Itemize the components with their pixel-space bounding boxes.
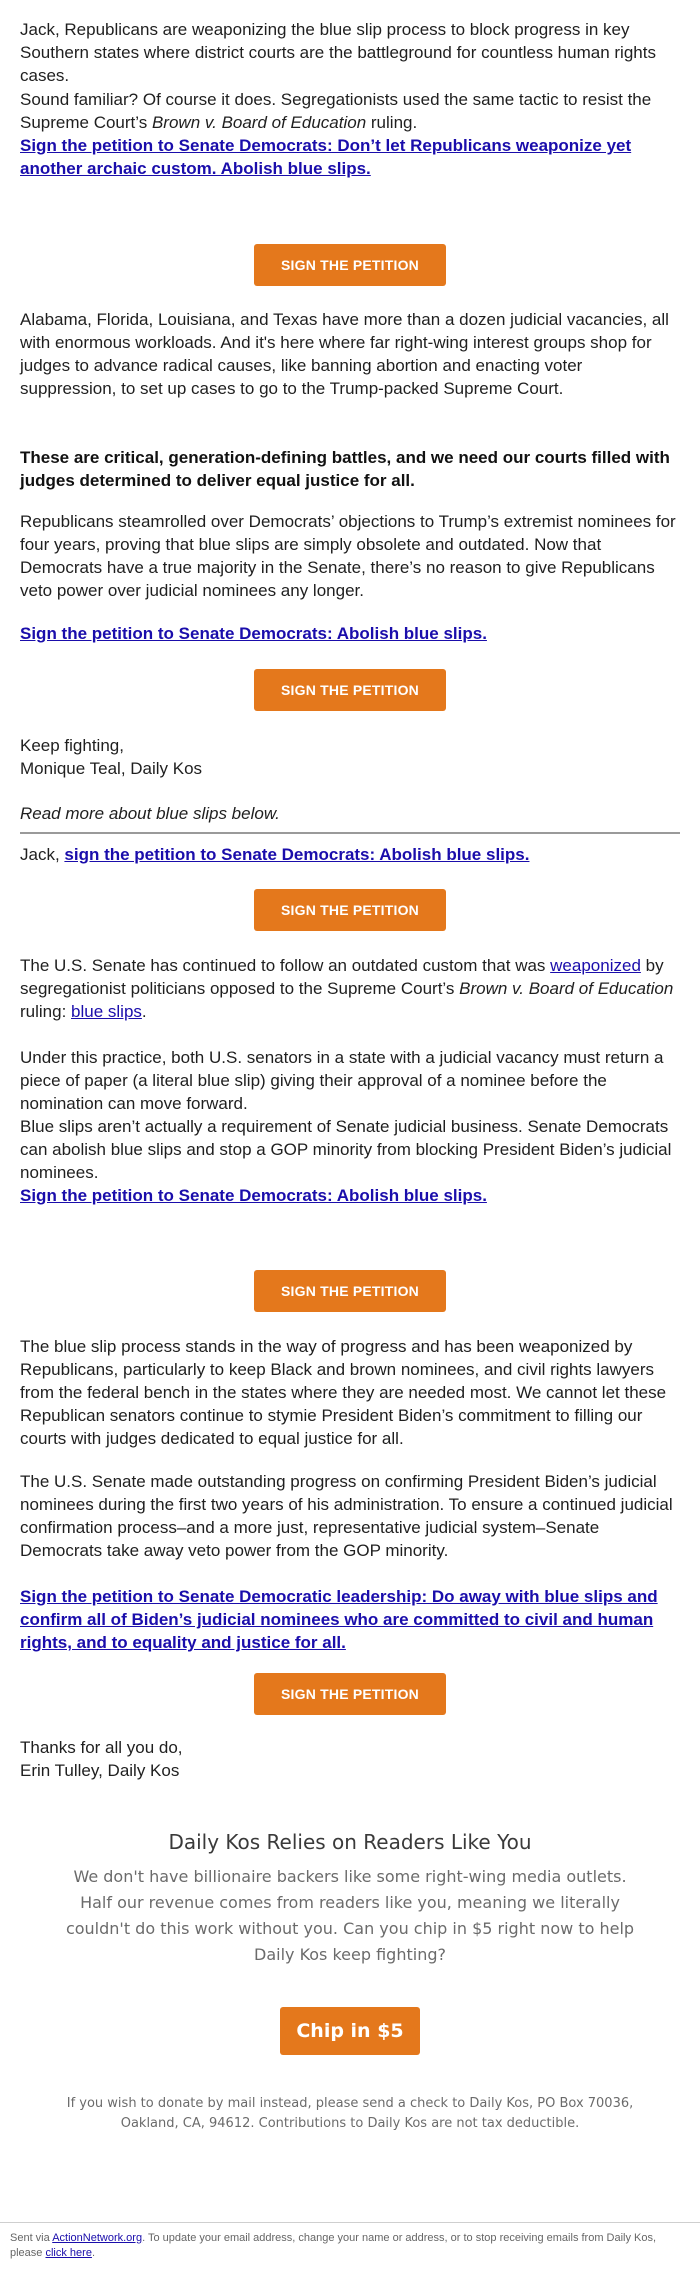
petition-link[interactable]: Sign the petition to Senate Democrats: Abolish blue slips. xyxy=(20,1186,487,1205)
text-span: The U.S. Senate has continued to follow an outdated custom that was xyxy=(20,956,551,975)
section-divider xyxy=(20,832,680,834)
signature-name: Erin Tulley, Daily Kos xyxy=(20,1761,180,1780)
petition-link[interactable]: sign the petition to Senate Democrats: Abolish blue slips. xyxy=(64,845,530,864)
intro-paragraph-2 xyxy=(20,88,680,134)
petition-link[interactable]: Sign the petition to Senate Democratic leadership: Do away with blue slips and confirm all of Biden’s judicial nominees who are committed to civil and human rights, and to equality and justice for all. xyxy=(20,1587,658,1652)
donation-heading: Daily Kos Relies on Readers Like You xyxy=(168,1830,532,1854)
mail-donation-note: If you wish to donate by mail instead, please send a check to Daily Kos, PO Box 70036, Oakland, CA, 94612. Contributions to Daily Kos are not tax deductible. xyxy=(66,2096,634,2131)
text-span: ruling. xyxy=(366,113,418,132)
signature-name: Monique Teal, Daily Kos xyxy=(20,759,203,778)
text-span: Sound familiar? Of course it does. Segregationists used the same tactic to resist the Supreme Court’s xyxy=(20,90,652,132)
blue-slips-link[interactable]: blue slips xyxy=(71,1002,142,1021)
read-more-text: Read more about blue slips below. xyxy=(20,804,280,823)
signature-line: Keep fighting, xyxy=(20,736,124,755)
intro-paragraph: Jack, Republicans are weaponizing the blue slip process to block progress in key Southern states where district courts are the battleground for countless human rights cases. xyxy=(20,20,656,85)
petition-link[interactable]: Sign the petition to Senate Democrats: Don’t let Republicans weaponize yet another archaic custom. Abolish blue slips. xyxy=(20,136,632,178)
sign-petition-button[interactable]: SIGN THE PETITION xyxy=(254,669,446,711)
case-name: Brown v. Board of Education xyxy=(459,979,674,998)
petition-link[interactable]: Sign the petition to Senate Democrats: Abolish blue slips. xyxy=(20,624,487,643)
weaponized-link[interactable]: weaponized xyxy=(550,956,641,975)
signature-line: Thanks for all you do, xyxy=(20,1738,183,1757)
greeting: Jack, xyxy=(20,845,65,864)
confirmation-paragraph: The U.S. Senate made outstanding progress on confirming President Biden’s judicial nominees during the first two years of his administration. To ensure a continued judicial confirmation process–and a more just, representative judicial system–Senate Democrats take away veto power from the GOP minority. xyxy=(20,1472,673,1560)
jack-link-paragraph xyxy=(20,843,680,866)
sign-petition-button[interactable]: SIGN THE PETITION xyxy=(254,1270,446,1312)
steamroll-paragraph: Republicans steamrolled over Democrats’ objections to Trump’s extremist nominees for four years, proving that blue slips are simply obsolete and outdated. Now that Democrats have a true majority in the Senate, there’s no reason to give Republicans veto power over judicial nominees any longer. xyxy=(20,512,676,600)
petition-link-paragraph xyxy=(20,622,680,645)
requirement-paragraph: Blue slips aren’t actually a requirement of Senate judicial business. Senate Democrats can abolish blue slips and stop a GOP minority from blocking President Biden’s judicial nominees. xyxy=(20,1117,672,1182)
petition-link-paragraph xyxy=(20,1184,680,1207)
donation-body-box xyxy=(60,1864,640,1968)
chip-in-row xyxy=(60,2007,640,2055)
text-span: . xyxy=(141,1002,147,1021)
unsubscribe-footer xyxy=(10,2231,690,2261)
senate-custom-paragraph xyxy=(20,954,680,1023)
text-span: . xyxy=(91,2247,96,2259)
sign-petition-button[interactable]: SIGN THE PETITION xyxy=(254,889,446,931)
petition-link-paragraph xyxy=(20,134,680,180)
donation-body: We don't have billionaire backers like some right-wing media outlets. Half our revenue comes from readers like you, meaning we literally couldn't do this work without you. Can you chip in $5 right now to help Daily Kos keep fighting? xyxy=(65,1867,635,1964)
text-span: by segregationist politicians opposed to the Supreme Court’s xyxy=(20,956,664,998)
text-span: . To update your email address, change your name or address, or to stop receiving emails from Daily Kos, please xyxy=(10,2232,657,2259)
practice-paragraph: Under this practice, both U.S. senators in a state with a judicial vacancy must return a piece of paper (a literal blue slip) giving their approval of a nominee before the nomination can move forward. xyxy=(20,1048,664,1113)
sign-petition-button[interactable]: SIGN THE PETITION xyxy=(254,244,446,286)
read-more-note xyxy=(20,802,680,825)
mail-donation-box xyxy=(60,2094,640,2134)
donation-heading-box xyxy=(60,1830,640,1854)
button-row xyxy=(20,244,680,286)
button-row xyxy=(20,1673,680,1715)
click-here-link[interactable]: click here xyxy=(45,2247,92,2259)
case-name: Brown v. Board of Education xyxy=(151,113,367,132)
sign-petition-button[interactable]: SIGN THE PETITION xyxy=(254,1673,446,1715)
text-span: Sent via xyxy=(10,2232,53,2244)
button-row xyxy=(20,889,680,931)
action-network-link[interactable]: ActionNetwork.org xyxy=(52,2232,143,2244)
footer-divider xyxy=(0,2222,700,2223)
button-row xyxy=(20,669,680,711)
button-row xyxy=(20,1270,680,1312)
chip-in-button[interactable]: Chip in $5 xyxy=(280,2007,420,2055)
text-span: ruling: xyxy=(20,1002,72,1021)
bold-callout: These are critical, generation-defining battles, and we need our courts filled with judges determined to deliver equal justice for all. xyxy=(20,448,670,490)
vacancies-paragraph: Alabama, Florida, Louisiana, and Texas have more than a dozen judicial vacancies, all with enormous workloads. And it's here where far right-wing interest groups shop for judges to advance radical causes, like banning abortion and enacting voter suppression, to set up cases to go to the Trump-packed Supreme Court. xyxy=(20,310,669,398)
progress-paragraph: The blue slip process stands in the way of progress and has been weaponized by Republicans, particularly to keep Black and brown nominees, and civil rights lawyers from the federal bench in the states where they are needed most. We cannot let these Republican senators continue to stymie President Biden’s commitment to filling our courts with judges dedicated to equal justice for all. xyxy=(20,1337,667,1448)
petition-link-paragraph xyxy=(20,1585,680,1654)
